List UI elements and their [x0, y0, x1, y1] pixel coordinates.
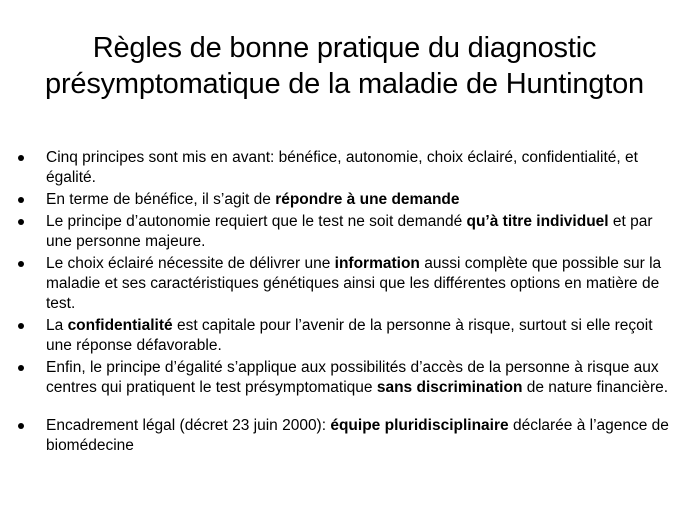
bullet-emphasis: confidentialité [67, 317, 173, 334]
bullet-item [16, 148, 680, 188]
bullet-dot-icon [18, 323, 24, 329]
bullet-emphasis: qu’à titre individuel [466, 213, 609, 230]
bullet-list [16, 148, 680, 458]
bullet-emphasis: répondre à une demande [275, 191, 460, 208]
bullet-text: aussi complète que possible sur la maladie et ses caractéristiques génétiques ainsi que les différentes options en matière de test. [46, 255, 662, 312]
bullet-text: Cinq principes sont mis en avant: bénéfice, autonomie, choix éclairé, confidentialité, et égalité. [46, 149, 638, 186]
slide-title-line-1: Règles de bonne pratique du diagnostic [92, 32, 597, 64]
bullet-item [16, 254, 680, 314]
bullet-text: déclarée à l’agence de biomédecine [46, 417, 669, 454]
bullet-text: est capitale pour l’avenir de la personne à risque, surtout si elle reçoit une réponse défavorable. [46, 317, 653, 354]
bullet-dot-icon [18, 219, 24, 225]
bullet-item [16, 190, 680, 210]
bullet-text: En terme de bénéfice, il s’agit de [46, 191, 276, 208]
bullet-dot-icon [18, 423, 24, 429]
bullet-text: Le principe d’autonomie requiert que le test ne soit demandé [46, 213, 467, 230]
bullet-text: et par une personne majeure. [46, 213, 653, 250]
bullet-emphasis: équipe pluridisciplinaire [330, 417, 509, 434]
bullet-item [16, 212, 680, 252]
bullet-item [16, 416, 680, 456]
bullet-emphasis: information [334, 255, 420, 272]
bullet-text: Enfin, le principe d’égalité s’applique aux possibilités d’accès de la personne à risque aux centres qui pratiquent le test présymptomatique [46, 359, 659, 396]
bullet-dot-icon [18, 155, 24, 161]
bullet-item [16, 316, 680, 356]
bullet-text: La [46, 317, 68, 334]
slide-title-line-2: présymptomatique de la maladie de Huntington [45, 68, 644, 100]
bullet-item [16, 358, 680, 398]
bullet-dot-icon [18, 261, 24, 267]
bullet-text: de nature financière. [522, 379, 669, 396]
bullet-emphasis: sans discrimination [376, 379, 523, 396]
bullet-text: Encadrement légal (décret 23 juin 2000): [46, 417, 331, 434]
bullet-dot-icon [18, 197, 24, 203]
slide-title [20, 30, 669, 102]
bullet-dot-icon [18, 365, 24, 371]
bullet-text: Le choix éclairé nécessite de délivrer une [46, 255, 335, 272]
